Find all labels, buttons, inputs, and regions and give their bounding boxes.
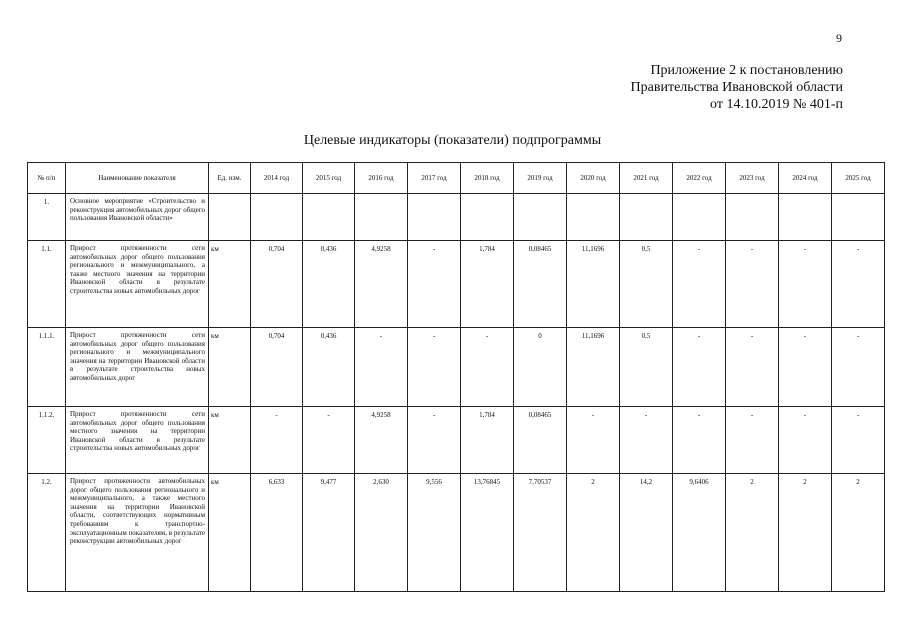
value-cell [514, 194, 567, 241]
header-year: 2022 год [673, 163, 726, 194]
header-year: 2014 год [251, 163, 303, 194]
unit-cell [209, 194, 251, 241]
header-year: 2025 год [832, 163, 885, 194]
value-cell: 6,633 [251, 474, 303, 592]
value-cell: 0,08465 [514, 241, 567, 328]
value-cell [567, 194, 620, 241]
value-cell: 7,70537 [514, 474, 567, 592]
value-cell [779, 194, 832, 241]
unit-cell: км [209, 241, 251, 328]
value-cell: - [726, 407, 779, 474]
value-cell: 4,9258 [355, 241, 408, 328]
value-cell: - [726, 241, 779, 328]
value-cell: 1,784 [461, 241, 514, 328]
value-cell: - [726, 328, 779, 407]
value-cell: - [832, 241, 885, 328]
row-number: 1.1. [28, 241, 66, 328]
appendix-header [523, 62, 843, 113]
value-cell: - [620, 407, 673, 474]
value-cell [673, 194, 726, 241]
page-number: 9 [836, 31, 842, 45]
value-cell: 2,630 [355, 474, 408, 592]
value-cell [355, 194, 408, 241]
value-cell [726, 194, 779, 241]
appendix-line-3: от 14.10.2019 № 401-п [710, 97, 843, 112]
value-cell: - [303, 407, 355, 474]
value-cell: 0 [514, 328, 567, 407]
value-cell: 0,704 [251, 328, 303, 407]
value-cell: 9,477 [303, 474, 355, 592]
unit-cell: км [209, 328, 251, 407]
indicator-name: Прирост протяженности автомобильных дорог общего пользования регионального и межмуниципального, а также местного значения на территории Ивановской области, соответствующих нормативным требованиям к транспортно-эксплуатационным показателям, в результате реконструкции автомобильных дорог [66, 474, 209, 592]
value-cell [408, 194, 461, 241]
table-row [28, 407, 885, 474]
value-cell [251, 194, 303, 241]
value-cell: - [408, 241, 461, 328]
value-cell: 13,76845 [461, 474, 514, 592]
header-year: 2017 год [408, 163, 461, 194]
header-num: № п/п [28, 163, 66, 194]
value-cell: - [408, 407, 461, 474]
value-cell [303, 194, 355, 241]
unit-cell: км [209, 407, 251, 474]
value-cell: - [251, 407, 303, 474]
value-cell: 0,5 [620, 328, 673, 407]
table-row [28, 194, 885, 241]
value-cell: - [779, 407, 832, 474]
header-year: 2019 год [514, 163, 567, 194]
value-cell: 2 [726, 474, 779, 592]
value-cell: - [567, 407, 620, 474]
value-cell: 0,5 [620, 241, 673, 328]
unit-cell: км [209, 474, 251, 592]
value-cell: 0,704 [251, 241, 303, 328]
value-cell: 9,6406 [673, 474, 726, 592]
header-year: 2016 год [355, 163, 408, 194]
appendix-line-2: Правительства Ивановской области [630, 80, 843, 95]
value-cell: - [673, 407, 726, 474]
document-title: Целевые индикаторы (показатели) подпрограммы [303, 133, 602, 148]
indicators-table [27, 162, 885, 592]
value-cell: 14,2 [620, 474, 673, 592]
header-year: 2024 год [779, 163, 832, 194]
header-year: 2015 год [303, 163, 355, 194]
table-header-row [28, 163, 885, 194]
value-cell [461, 194, 514, 241]
value-cell: 4,9258 [355, 407, 408, 474]
value-cell: 2 [779, 474, 832, 592]
value-cell: 11,1696 [567, 328, 620, 407]
header-year: 2021 год [620, 163, 673, 194]
value-cell: 9,556 [408, 474, 461, 592]
value-cell: - [779, 241, 832, 328]
value-cell: 2 [567, 474, 620, 592]
header-name: Наименование показателя [66, 163, 209, 194]
header-year: 2020 год [567, 163, 620, 194]
table-row [28, 241, 885, 328]
indicator-name: Прирост протяженности сети автомобильных дорог общего пользования регионального и межмуниципального значения на территории Ивановской области в результате строительства новых автомобильных дорог [66, 328, 209, 407]
value-cell [832, 194, 885, 241]
table-row [28, 328, 885, 407]
indicator-name: Прирост протяженности сети автомобильных дорог общего пользования местного значения на территории Ивановской области в результате строительства новых автомобильных дорог [66, 407, 209, 474]
value-cell: - [832, 407, 885, 474]
value-cell [620, 194, 673, 241]
header-unit: Ед. изм. [209, 163, 251, 194]
value-cell: 1,784 [461, 407, 514, 474]
value-cell: - [673, 328, 726, 407]
header-year: 2018 год [461, 163, 514, 194]
value-cell: 0,08465 [514, 407, 567, 474]
row-number: 1.1.1. [28, 328, 66, 407]
row-number: 1.1.2. [28, 407, 66, 474]
value-cell: - [673, 241, 726, 328]
row-number: 1. [28, 194, 66, 241]
row-number: 1.2. [28, 474, 66, 592]
value-cell: - [832, 328, 885, 407]
value-cell: 0,436 [303, 241, 355, 328]
value-cell: 11,1696 [567, 241, 620, 328]
value-cell: - [461, 328, 514, 407]
indicator-name: Прирост протяженности сети автомобильных дорог общего пользования регионального и межмуниципального, а также местного значения на территории Ивановской области в результате строительства новых автомобильных дорог [66, 241, 209, 328]
value-cell: - [779, 328, 832, 407]
header-year: 2023 год [726, 163, 779, 194]
value-cell: 2 [832, 474, 885, 592]
value-cell: - [355, 328, 408, 407]
table-row [28, 474, 885, 592]
appendix-line-1: Приложение 2 к постановлению [650, 63, 843, 78]
indicator-name: Основное мероприятие «Строительство и реконструкция автомобильных дорог общего пользования Ивановской области» [66, 194, 209, 241]
value-cell: - [408, 328, 461, 407]
value-cell: 0,436 [303, 328, 355, 407]
